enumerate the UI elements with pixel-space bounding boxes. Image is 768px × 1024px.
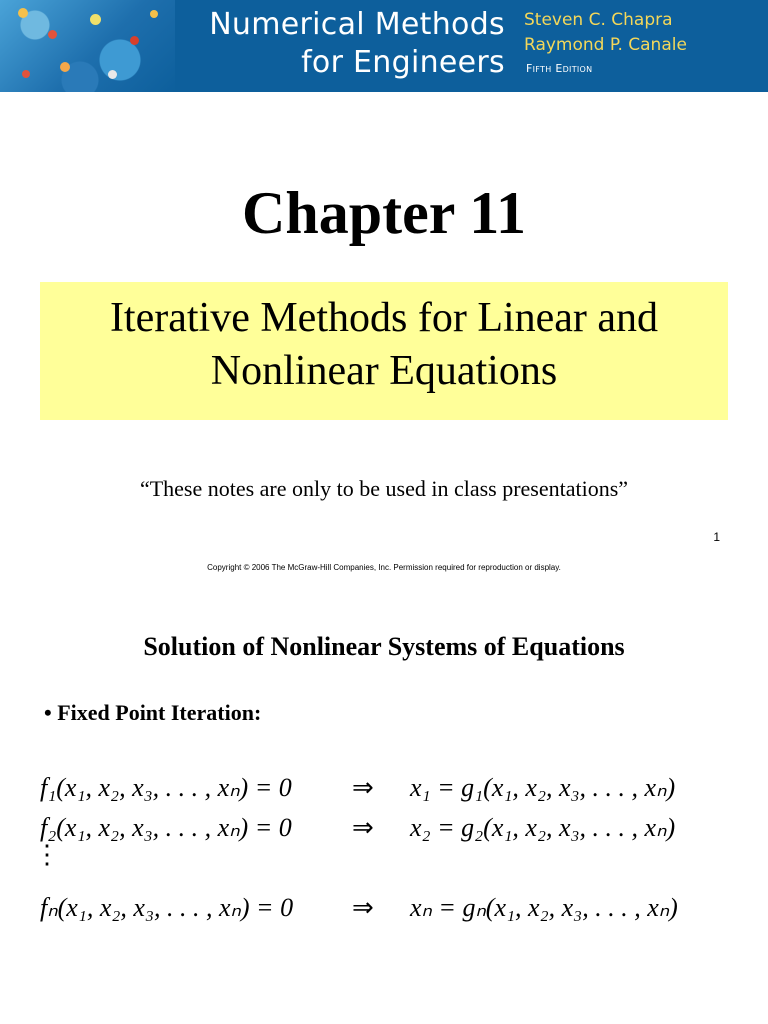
equation-rhs: xₙ = gₙ(x₁, x₂, x₃, . . . , xₙ)	[410, 893, 678, 922]
figure-icon	[150, 10, 158, 18]
figure-icon	[60, 62, 70, 72]
equation-lhs: f₂(x₁, x₂, x₃, . . . , xₙ) = 0	[40, 813, 292, 842]
figure-icon	[22, 70, 30, 78]
section-heading: Solution of Nonlinear Systems of Equations	[143, 632, 625, 661]
chapter-subtitle	[40, 292, 728, 398]
author-2: Raymond P. Canale	[524, 35, 687, 55]
banner-illustration	[0, 0, 175, 92]
equation-lhs: fₙ(x₁, x₂, x₃, . . . , xₙ) = 0	[40, 893, 294, 922]
equation-row	[0, 806, 768, 850]
book-banner	[0, 0, 768, 92]
book-title-line2: for Engineers	[301, 45, 505, 80]
implies-arrow: ⇒	[352, 773, 374, 802]
book-title-line1: Numerical Methods	[209, 7, 505, 42]
implies-arrow: ⇒	[352, 813, 374, 842]
vertical-ellipsis: ⋮	[34, 840, 60, 869]
equation-rhs: x₂ = g₂(x₁, x₂, x₃, . . . , xₙ)	[410, 813, 676, 842]
subtitle-highlight-box	[40, 282, 728, 420]
copyright-notice: Copyright © 2006 The McGraw-Hill Companies, Inc. Permission required for reproduction or display.	[207, 563, 561, 572]
equation-lhs: f₁(x₁, x₂, x₃, . . . , xₙ) = 0	[40, 773, 292, 802]
equation-rhs: x₁ = g₁(x₁, x₂, x₃, . . . , xₙ)	[410, 773, 676, 802]
page-number: 1	[713, 530, 720, 544]
author-1: Steven C. Chapra	[524, 10, 673, 30]
book-authors	[524, 8, 687, 58]
equation-row	[0, 766, 768, 810]
subtitle-line1: Iterative Methods for Linear and	[109, 295, 659, 341]
subtitle-line2: Nonlinear Equations	[210, 348, 558, 394]
chapter-title: Chapter 11	[242, 180, 526, 246]
figure-icon	[130, 36, 139, 45]
usage-notice: “These notes are only to be used in class presentations”	[139, 476, 629, 501]
figure-icon	[18, 8, 28, 18]
book-edition: Fifth Edition	[526, 62, 593, 75]
book-title	[175, 6, 505, 82]
figure-icon	[90, 14, 101, 25]
figure-icon	[48, 30, 57, 39]
figure-icon	[108, 70, 117, 79]
implies-arrow: ⇒	[352, 893, 374, 922]
bullet-fixed-point-iteration: • Fixed Point Iteration:	[44, 700, 262, 725]
equation-row	[0, 886, 768, 930]
